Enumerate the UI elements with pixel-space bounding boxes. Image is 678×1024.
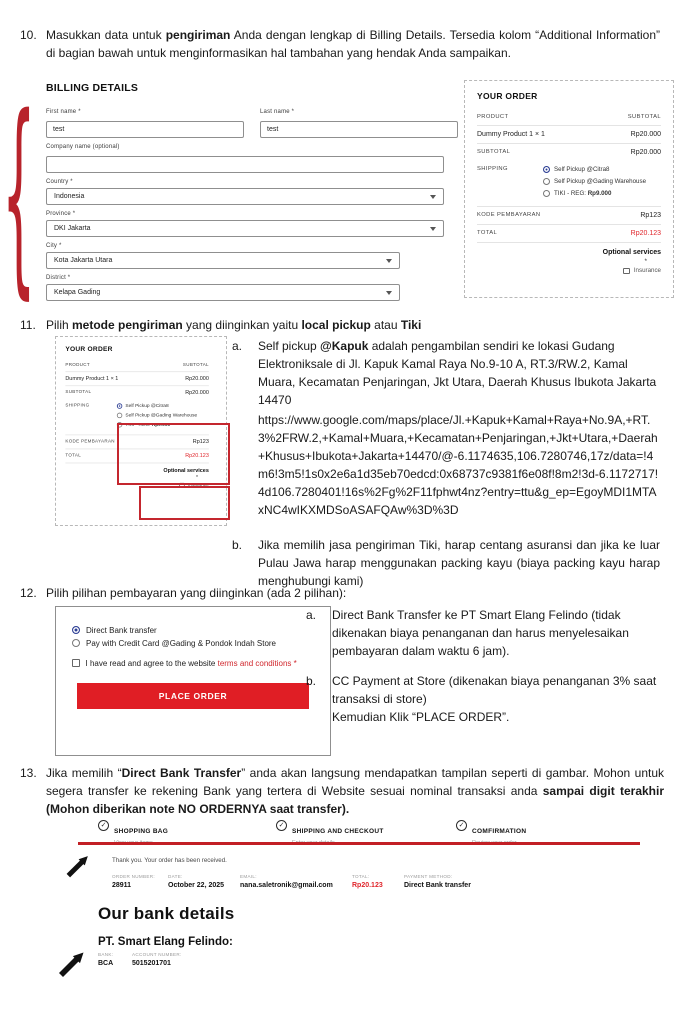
kode-pembayaran-value: Rp123	[640, 212, 661, 220]
arrow-ne-icon	[64, 854, 90, 880]
payment-method-label: PAYMENT METHOD:	[404, 874, 453, 879]
bank-details-title: Our bank details	[98, 904, 235, 923]
check-circle-icon: ✓	[276, 820, 287, 831]
total-value: Rp20.123	[352, 882, 383, 889]
step-10-number: 10.	[20, 28, 37, 42]
country-select[interactable]	[46, 188, 444, 205]
shipping-label: SHIPPING	[477, 166, 508, 172]
shipping-option-tiki[interactable]: TIKI - REG: Rp9.000	[117, 422, 209, 428]
kode-pembayaran-label: KODE PEMBAYARAN	[65, 439, 115, 445]
last-name-label: Last name *	[260, 109, 295, 115]
step-11b-label: b.	[232, 538, 243, 552]
kode-pembayaran-value: Rp123	[192, 439, 209, 445]
email-value: nana.saletronik@gmail.com	[240, 882, 333, 889]
your-order-title: YOUR ORDER	[477, 91, 538, 101]
step-12b-label: b.	[306, 674, 317, 688]
chevron-down-icon	[386, 290, 392, 296]
total-value: Rp20.123	[630, 230, 661, 238]
step-11b-text: Jika memilih jasa pengiriman Tiki, harap centang asuransi dan jika ke luar Pulau Jawa harap menggunakan packing kayu (biaya packing kayu harap menghubungi kami)	[258, 538, 660, 588]
radio-selected-icon[interactable]	[543, 166, 550, 173]
red-annotation-box-tiki	[117, 423, 230, 488]
account-number-field	[132, 952, 182, 967]
date-label: DATE:	[168, 874, 183, 879]
order-email-field	[240, 874, 333, 889]
bank-company-name: PT. Smart Elang Felindo:	[98, 936, 233, 948]
progress-bar	[78, 842, 640, 845]
optional-services-asterisk: *	[195, 475, 198, 481]
city-label: City *	[46, 243, 62, 249]
product-name: Dummy Product 1 × 1	[65, 376, 119, 382]
order-number-label: ORDER NUMBER:	[112, 874, 155, 879]
optional-services-label: Optional services	[163, 468, 209, 474]
payment-option-credit-card[interactable]: Pay with Credit Card @Gading & Pondok Indah Store	[72, 638, 314, 651]
payment-method-value: Direct Bank transfer	[404, 882, 471, 889]
optional-services-label: Optional services	[602, 249, 661, 257]
radio-icon[interactable]	[117, 412, 122, 417]
subtotal-column-header: SUBTOTAL	[627, 114, 661, 120]
bank-name-field	[98, 952, 113, 967]
billing-details-title: BILLING DETAILS	[46, 82, 139, 94]
first-name-field[interactable]	[46, 121, 244, 138]
kode-pembayaran-label: KODE PEMBAYARAN	[477, 212, 541, 219]
step-12-paragraph	[20, 584, 660, 602]
subtotal-value: Rp20.000	[630, 149, 661, 156]
product-price: Rp20.000	[630, 131, 661, 138]
step-11b-item	[232, 536, 660, 590]
total-label: TOTAL:	[352, 874, 370, 879]
product-price: Rp20.000	[185, 376, 209, 382]
district-label: District *	[46, 275, 71, 281]
district-select[interactable]	[46, 284, 400, 301]
step-10-text: Masukkan data untuk pengiriman Anda dengan lengkap di Billing Details. Tersedia kolom “Additional Information” di bagian bawah untuk menginformasikan hal tambahan yang hendak Anda sampaikan.	[46, 28, 660, 60]
step-12a-label: a.	[306, 608, 317, 622]
chevron-down-icon	[430, 226, 436, 232]
radio-icon[interactable]	[72, 639, 80, 647]
country-value: Indonesia	[54, 193, 85, 200]
order-number-field	[112, 874, 155, 889]
city-value: Kota Jakarta Utara	[54, 257, 113, 264]
payment-option-bank-transfer[interactable]: Direct Bank transfer	[72, 625, 314, 638]
shipping-option-citra8[interactable]: Self Pickup @Citra8	[543, 166, 661, 174]
order-date-field	[168, 874, 224, 889]
step-title: SHOPPING BAG	[114, 828, 169, 835]
step-12a-item	[306, 606, 658, 660]
province-label: Province *	[46, 211, 76, 217]
total-value: Rp20.123	[185, 453, 209, 459]
company-name-field[interactable]	[46, 156, 444, 173]
order-payment-method-field	[404, 874, 471, 889]
terms-and-conditions-link[interactable]: terms and conditions	[217, 658, 292, 668]
radio-selected-icon[interactable]	[117, 403, 122, 408]
shipping-option-gading[interactable]: Self Pickup @Gading Warehouse	[543, 178, 661, 186]
radio-selected-icon[interactable]	[72, 626, 80, 634]
billing-details-panel	[46, 82, 458, 301]
product-column-header: PRODUCT	[477, 114, 509, 120]
subtotal-label: SUBTOTAL	[65, 390, 92, 395]
place-order-button[interactable]: PLACE ORDER	[77, 683, 309, 709]
company-name-label: Company name (optional)	[46, 144, 120, 150]
insurance-label: Insurance	[187, 482, 209, 488]
district-value: Kelapa Gading	[54, 289, 101, 296]
total-label: TOTAL	[477, 230, 498, 237]
step-11-text: Pilih metode pengiriman yang diinginkan yaitu local pickup atau Tiki	[46, 318, 422, 332]
step-11a-text: Self pickup @Kapuk adalah pengambilan sendiri ke lokasi Gudang Elektroniksale di Jl. Kapuk Kamal Raya No.9-10 A, RT.3/RW.2, Kamal Muara, Kecamatan Penjaringan, Jkt Utara, Daerah Khusus Ibukota Jakarta 14470 https://www.google.com/maps/place/Jl.+Kapuk+Kamal+Raya+No.9A,+RT.3%2FRW.2,+Kamal+Muara,+Kecamatan+Penjaringan,+Jkt+Utara,+Daerah+Khusus+Ibukota+Jakarta+14470/@-6.1174635,106.7280746,17z/data=!4m6!3m5!1s0x2e6a1d35eb70edcd:0x68737c9381f6e08f!8m2!3d-6.1172717!4d106.7280401!16s%2Fg%2F11fphwt4nz?entry=ttu&g_ep=EgoyMDI1MTAxNC4wIKXMDSoASAFQAw%3D%3D	[258, 339, 659, 517]
step-11-paragraph	[20, 316, 660, 334]
product-column-header: PRODUCT	[65, 362, 90, 368]
red-brace-annotation: {	[2, 69, 36, 318]
step-12-number: 12.	[20, 586, 37, 600]
email-label: EMAIL:	[240, 874, 257, 879]
step-title: SHIPPING AND CHECKOUT	[292, 828, 384, 835]
order-total-field	[352, 874, 383, 889]
radio-icon[interactable]	[543, 178, 550, 185]
red-annotation-box-insurance	[139, 486, 230, 520]
total-label: TOTAL	[65, 453, 82, 459]
shipping-label: SHIPPING	[65, 403, 90, 408]
chevron-down-icon	[386, 258, 392, 264]
shipping-option-tiki[interactable]: TIKI - REG: Rp9.000	[543, 190, 661, 198]
account-number-label: ACCOUNT NUMBER:	[132, 952, 182, 957]
check-circle-icon: ✓	[456, 820, 467, 831]
checkbox-icon[interactable]	[72, 659, 80, 667]
country-label: Country *	[46, 179, 73, 185]
product-name: Dummy Product 1 × 1	[477, 131, 545, 138]
checkbox-icon[interactable]	[623, 268, 630, 275]
order-received-message: Thank you. Your order has been received.	[112, 857, 227, 864]
arrow-ne-icon	[56, 950, 86, 980]
shipping-option-citra8[interactable]: Self Pickup @Citra8	[117, 403, 209, 409]
insurance-label: Insurance	[633, 267, 661, 275]
step-12-text: Pilih pilihan pembayaran yang diinginkan (ada 2 pilihan):	[46, 586, 347, 600]
google-maps-link[interactable]: https://www.google.com/maps/place/Jl.+Kapuk+Kamal+Raya+No.9A,+RT.3%2FRW.2,+Kamal+Muara,+Kecamatan+Penjaringan,+Jkt+Utara,+Daerah+Khusus+Ibukota+Jakarta+14470/@-6.1174635,106.7280746,17z/data=!4m6!3m5!1s0x2e6a1d35eb70edcd:0x68737c9381f6e08f!8m2!3d-6.1172717!4d106.7280401!16s%2Fg%2F11fphwt4nz?entry=ttu&g_ep=EgoyMDI1MTAxNC4wIKXMDSoASAFQAw%3D%3D	[258, 413, 659, 517]
step-11a-item	[232, 337, 660, 519]
province-select[interactable]	[46, 220, 444, 237]
step-title: COMFIRMATION	[472, 828, 527, 835]
shipping-option-gading[interactable]: Self Pickup @Gading Warehouse	[117, 412, 209, 418]
your-order-panel	[464, 80, 674, 298]
city-select[interactable]	[46, 252, 400, 269]
chevron-down-icon	[430, 194, 436, 200]
insurance-option[interactable]	[477, 267, 661, 274]
subtotal-column-header: SUBTOTAL	[182, 362, 209, 368]
optional-services-asterisk: *	[644, 258, 647, 266]
step-13-text: Jika memilih “Direct Bank Transfer” anda akan langsung mendapatkan tampilan seperti di gambar. Mohon untuk segera transfer ke rekening Bank yang tertera di Website sesuai nominal transaksi anda sampai digit terakhir (Mohon diberikan note NO ORDERNYA saat transfer).	[46, 766, 665, 816]
terms-agreement[interactable]: I have read and agree to the website terms and conditions *	[72, 658, 314, 671]
check-circle-icon: ✓	[98, 820, 109, 831]
first-name-label: First name *	[46, 109, 81, 115]
last-name-field[interactable]	[260, 121, 458, 138]
step-11-number: 11.	[20, 318, 36, 332]
date-value: October 22, 2025	[168, 882, 225, 889]
step-12b-text: CC Payment at Store (dikenakan biaya penanganan 3% saat transaksi di store) Kemudian Klik “PLACE ORDER”.	[332, 674, 657, 724]
step-12a-text: Direct Bank Transfer ke PT Smart Elang Felindo (tidak dikenakan biaya penanganan dan harus menyelesaikan pembayaran dalam waktu 6 jam).	[332, 608, 629, 658]
subtotal-value: Rp20.000	[185, 390, 209, 396]
province-value: DKI Jakarta	[54, 225, 91, 232]
bank-label: BANK:	[98, 952, 114, 957]
step-13-number: 13.	[20, 766, 37, 780]
checkout-steps-bar	[78, 820, 640, 847]
account-number-value: 5015201701	[132, 960, 171, 967]
your-order-title: YOUR ORDER	[65, 344, 113, 353]
radio-icon[interactable]	[543, 190, 550, 197]
step-11a-label: a.	[232, 339, 243, 353]
payment-options-panel	[55, 606, 331, 756]
step-10-paragraph	[20, 26, 660, 62]
bank-value: BCA	[98, 960, 114, 967]
subtotal-label: SUBTOTAL	[477, 149, 511, 155]
step-12b-item	[306, 672, 658, 726]
step-13-paragraph	[20, 764, 664, 818]
order-number-value: 28911	[112, 882, 132, 889]
